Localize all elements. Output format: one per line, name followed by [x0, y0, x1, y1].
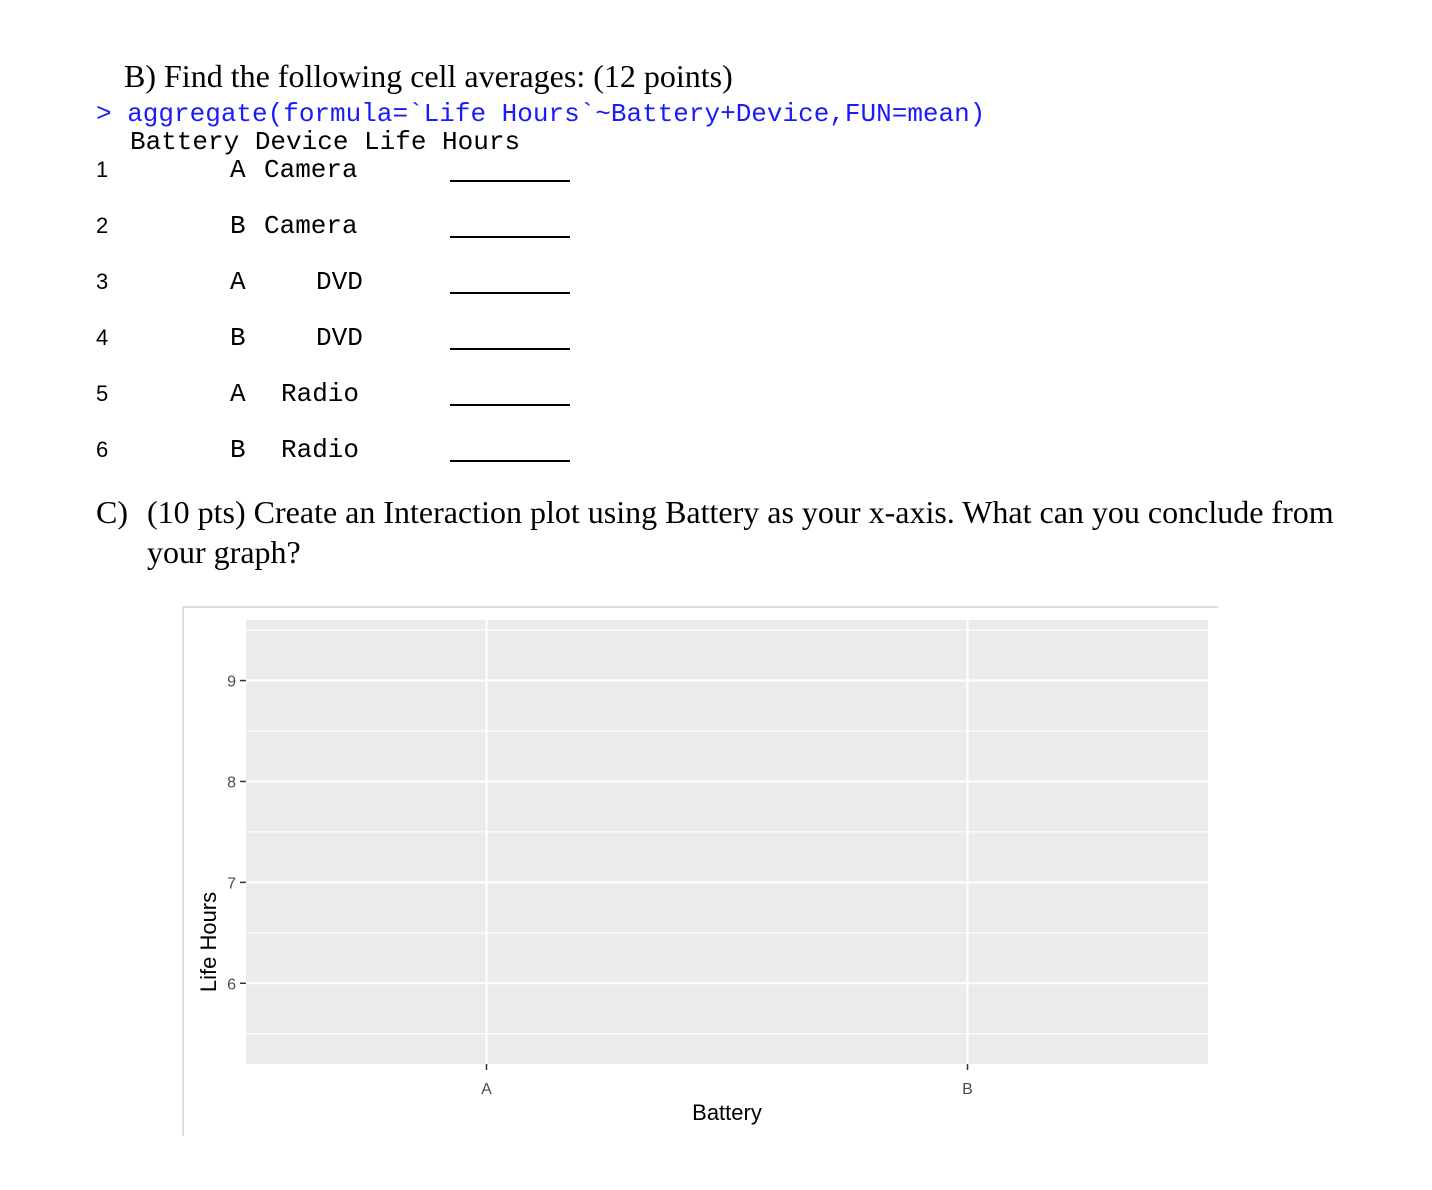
battery-cell: A [230, 155, 246, 185]
table-header: Battery Device Life Hours [130, 127, 521, 157]
x-tick-label: B [962, 1081, 973, 1098]
device-cell: Camera [264, 155, 358, 185]
x-tick-label: A [481, 1081, 492, 1098]
row-number: 5 [96, 381, 109, 406]
battery-cell: B [230, 435, 246, 465]
question-b-heading: B) Find the following cell averages: (12 points) [124, 58, 733, 94]
row-number: 1 [96, 157, 109, 182]
row-number: 2 [96, 213, 109, 238]
question-c-label: C) [96, 494, 128, 530]
y-axis-title: Life Hours [196, 891, 221, 993]
battery-cell: A [230, 267, 246, 297]
r-command: > aggregate(formula=`Life Hours`~Battery+Device,FUN=mean) [96, 99, 986, 129]
device-cell: Radio [281, 435, 360, 465]
x-axis-title: Battery [692, 1100, 762, 1125]
question-c-text: (10 pts) Create an Interaction plot using Battery as your x-axis. What can you conclude from your graph? [147, 494, 1334, 570]
row-number: 6 [96, 437, 109, 462]
device-cell: DVD [316, 267, 363, 297]
plot-panel [246, 620, 1208, 1064]
row-number: 4 [96, 325, 109, 350]
y-tick-label: 7 [227, 875, 236, 893]
plot-layer [196, 620, 1208, 1125]
y-tick-label: 9 [227, 673, 236, 691]
battery-cell: A [230, 379, 246, 409]
y-tick-label: 8 [227, 774, 236, 792]
battery-cell: B [230, 211, 246, 241]
row-number: 3 [96, 269, 109, 294]
device-cell: DVD [316, 323, 363, 353]
y-tick-label: 6 [227, 976, 236, 994]
device-cell: Camera [264, 211, 358, 241]
battery-cell: B [230, 323, 246, 353]
device-cell: Radio [281, 379, 360, 409]
